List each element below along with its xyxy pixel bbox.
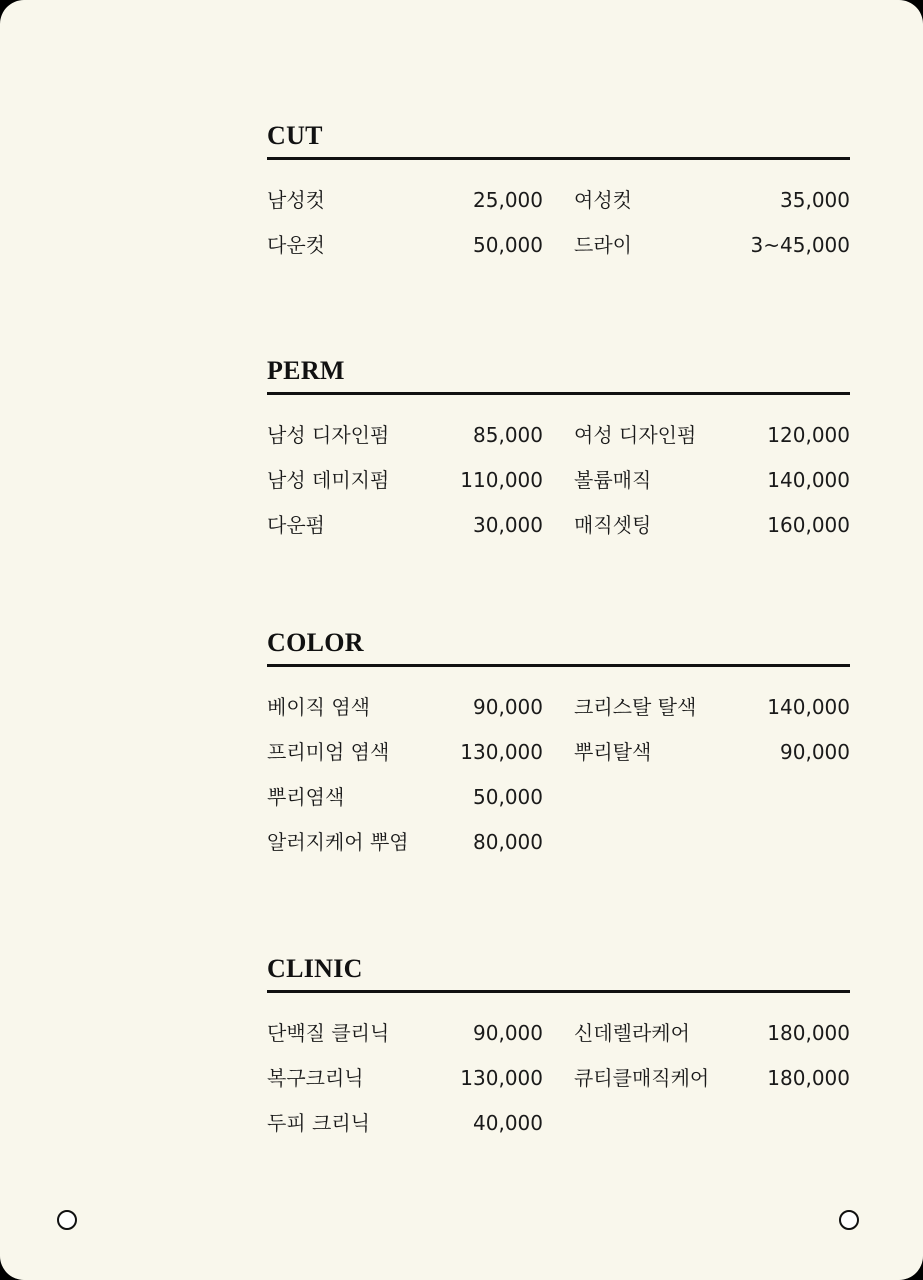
item-name: 다운컷 <box>267 233 325 257</box>
item-name: 다운펌 <box>267 513 325 537</box>
item-name: 단백질 클리닉 <box>267 1021 390 1045</box>
section-title-clinic: CLINIC <box>267 954 363 983</box>
item-name: 신데렐라케어 <box>574 1021 690 1045</box>
menu-item <box>267 1056 543 1101</box>
section-perm <box>267 356 850 537</box>
item-name: 여성 디자인펌 <box>574 423 697 447</box>
menu-item <box>574 1056 850 1101</box>
menu-item <box>574 458 850 503</box>
menu-item <box>574 503 850 548</box>
menu-item <box>267 730 543 775</box>
item-price: 35,000 <box>780 188 850 212</box>
item-price: 90,000 <box>780 740 850 764</box>
item-name: 여성컷 <box>574 188 632 212</box>
item-name: 뿌리염색 <box>267 785 345 809</box>
item-price: 40,000 <box>473 1111 543 1135</box>
section-title-cut: CUT <box>267 121 323 150</box>
menu-item <box>574 1011 850 1056</box>
menu-item <box>267 775 543 820</box>
item-name: 남성 데미지펌 <box>267 468 390 492</box>
item-price: 130,000 <box>460 740 543 764</box>
item-name: 크리스탈 탈색 <box>574 695 697 719</box>
menu-item <box>267 178 543 223</box>
brand-logo <box>34 155 204 1135</box>
item-name: 드라이 <box>574 233 632 257</box>
section-title-perm: PERM <box>267 356 345 385</box>
item-price: 120,000 <box>767 423 850 447</box>
item-name: 프리미엄 염색 <box>267 740 390 764</box>
item-price: 110,000 <box>460 468 543 492</box>
item-price: 90,000 <box>473 1021 543 1045</box>
section-color <box>267 628 850 854</box>
section-title-color: COLOR <box>267 628 364 657</box>
item-price: 90,000 <box>473 695 543 719</box>
menu-item <box>267 685 543 730</box>
section-divider <box>267 664 850 667</box>
item-price: 3~45,000 <box>750 233 850 257</box>
item-price: 80,000 <box>473 830 543 854</box>
section-divider <box>267 392 850 395</box>
menu-item <box>267 1101 543 1146</box>
item-name: 큐티클매직케어 <box>574 1066 710 1090</box>
menu-item <box>267 223 543 268</box>
item-name: 복구크리닉 <box>267 1066 364 1090</box>
item-name: 두피 크리닉 <box>267 1111 370 1135</box>
menu-item <box>267 1011 543 1056</box>
menu-item <box>267 413 543 458</box>
menu-item <box>574 413 850 458</box>
item-price: 180,000 <box>767 1021 850 1045</box>
item-price: 30,000 <box>473 513 543 537</box>
item-name: 알러지케어 뿌염 <box>267 830 409 854</box>
mounting-hole-left <box>57 1210 77 1230</box>
mounting-hole-right <box>839 1210 859 1230</box>
item-name: 베이직 염색 <box>267 695 370 719</box>
item-name: 남성 디자인펌 <box>267 423 390 447</box>
menu-item <box>574 685 850 730</box>
item-price: 180,000 <box>767 1066 850 1090</box>
item-price: 160,000 <box>767 513 850 537</box>
menu-item <box>574 223 850 268</box>
section-divider <box>267 990 850 993</box>
item-price: 140,000 <box>767 695 850 719</box>
menu-item <box>574 730 850 775</box>
item-price: 50,000 <box>473 785 543 809</box>
item-name: 남성컷 <box>267 188 325 212</box>
menu-item <box>267 820 543 865</box>
item-price: 130,000 <box>460 1066 543 1090</box>
item-price: 50,000 <box>473 233 543 257</box>
item-price: 85,000 <box>473 423 543 447</box>
item-price: 25,000 <box>473 188 543 212</box>
menu-item <box>267 503 543 548</box>
brand-logo-svg <box>34 155 204 1135</box>
section-clinic <box>267 954 850 1135</box>
item-name: 뿌리탈색 <box>574 740 652 764</box>
item-price: 140,000 <box>767 468 850 492</box>
item-name: 매직셋팅 <box>574 513 652 537</box>
menu-item <box>574 178 850 223</box>
item-name: 볼륨매직 <box>574 468 652 492</box>
menu-item <box>267 458 543 503</box>
section-cut <box>267 121 850 257</box>
section-divider <box>267 157 850 160</box>
